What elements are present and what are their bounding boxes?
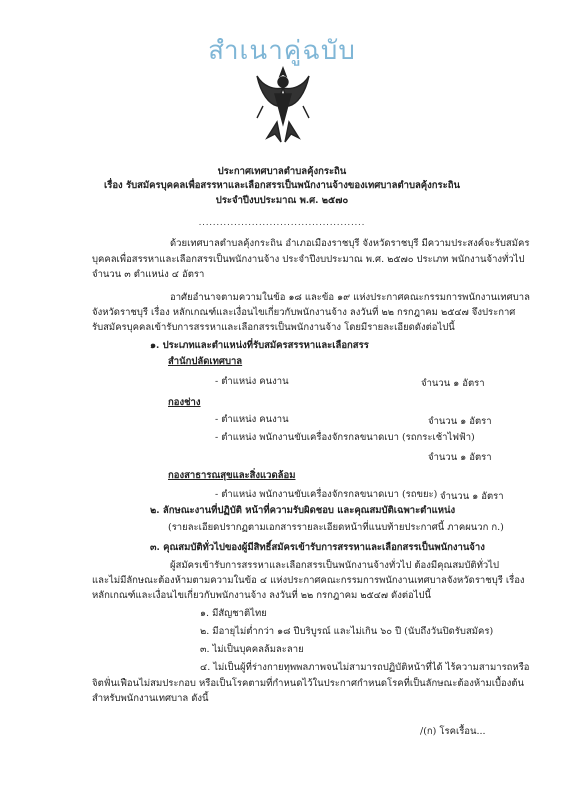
dept-public-health: กองสาธารณสุขและสิ่งแวดล้อม <box>168 470 296 481</box>
authority-line-1: อาศัยอำนาจตามความในข้อ ๑๘ และข้อ ๑๙ แห่งประกาศคณะกรรมการพนักงานเทศบาล <box>170 292 530 303</box>
position-count: จำนวน ๑ อัตรา <box>421 378 485 389</box>
qualification-item: ๑. มีสัญชาติไทย <box>200 608 267 619</box>
position-count: จำนวน ๑ อัตรา <box>428 452 492 463</box>
authority-line-3: รับสมัครบุคคลเข้ารับการสรรหาและเลือกสรรเป็นพนักงานจ้าง โดยมีรายละเอียดดังต่อไปนี้ <box>92 322 455 333</box>
intro-line-3: จำนวน ๓ ตำแหน่ง ๔ อัตรา <box>92 269 205 280</box>
position-item: - ตำแหน่ง คนงาน <box>215 414 289 425</box>
qualification-cont-2: สำหรับพนักงานเทศบาล ดังนี้ <box>92 693 209 704</box>
section-1-heading: ๑. ประเภทและตำแหน่งที่รับสมัครสรรหาและเลือกสรร <box>150 340 369 351</box>
section-3-para-1: ผู้สมัครเข้ารับการสรรหาและเลือกสรรเป็นพนักงานจ้างทั่วไป ต้องมีคุณสมบัติทั่วไป <box>170 560 499 571</box>
section-2-heading: ๒. ลักษณะงานที่ปฏิบัติ หน้าที่ความรับผิดชอบ และคุณสมบัติเฉพาะตำแหน่ง <box>150 505 456 516</box>
announcement-subject: เรื่อง รับสมัครบุคคลเพื่อสรรหาและเลือกสรรเป็นพนักงานจ้างของเทศบาลตำบลคุ้งกระถิน <box>103 180 460 191</box>
announcement-title: ประกาศเทศบาลตำบลคุ้งกระถิน <box>217 166 347 177</box>
dept-engineering: กองช่าง <box>168 397 201 408</box>
section-2-note: (รายละเอียดปรากฏตามเอกสารรายละเอียดหน้าที่แนบท้ายประกาศนี้ ภาคผนวก ก.) <box>168 522 504 533</box>
intro-line-1: ด้วยเทศบาลตำบลคุ้งกระถิน อำเภอเมืองราชบุรี จังหวัดราชบุรี มีความประสงค์จะรับสมัคร <box>170 238 530 249</box>
separator: ............................................... <box>198 218 366 227</box>
position-item: - ตำแหน่ง คนงาน <box>215 376 289 387</box>
position-item: - ตำแหน่ง พนักงานขับเครื่องจักรกลขนาดเบา (รถขยะ) <box>215 489 438 500</box>
qualification-cont-1: จิตฟั่นเฟือนไม่สมประกอบ หรือเป็นโรคตามที่กำหนดไว้ในประกาศกำหนดโรคที่เป็นลักษณะต้องห้ามเบื้องต้น <box>92 678 525 689</box>
section-3-heading: ๓. คุณสมบัติทั่วไปของผู้มีสิทธิ์สมัครเข้ารับการสรรหาและเลือกสรรเป็นพนักงานจ้าง <box>150 542 485 553</box>
fiscal-year: ประจำปีงบประมาณ พ.ศ. ๒๕๗๐ <box>215 195 349 206</box>
next-page-marker: /(ก) โรคเรื้อน... <box>420 726 486 737</box>
intro-line-2: บุคคลเพื่อสรรหาและเลือกสรรเป็นพนักงานจ้าง ประจำปีงบประมาณ พ.ศ. ๒๕๗๐ ประเภท พนักงานจ้างทั่วไป <box>92 254 525 265</box>
qualification-item: ๒. มีอายุไม่ต่ำกว่า ๑๘ ปีบริบูรณ์ และไม่เกิน ๖๐ ปี (นับถึงวันปิดรับสมัคร) <box>200 626 494 637</box>
dept-office: สำนักปลัดเทศบาล <box>168 356 243 367</box>
section-3-para-2: และไม่มีลักษณะต้องห้ามตามความในข้อ ๔ แห่งประกาศคณะกรรมการพนักงานเทศบาลจังหวัดราชบุรี เรื่อง <box>92 575 525 586</box>
section-3-para-3: หลักเกณฑ์และเงื่อนไขเกี่ยวกับพนักงานจ้าง ลงวันที่ ๒๒ กรกฎาคม ๒๕๔๗ ดังต่อไปนี้ <box>92 590 432 601</box>
position-count: จำนวน ๑ อัตรา <box>428 416 492 427</box>
qualification-item: ๔. ไม่เป็นผู้ที่ร่างกายทุพพลภาพจนไม่สามารถปฏิบัติหน้าที่ได้ ไร้ความสามารถหรือ <box>200 662 530 673</box>
garuda-emblem-icon <box>253 64 313 146</box>
position-item: - ตำแหน่ง พนักงานขับเครื่องจักรกลขนาดเบา (รถกระเช้าไฟฟ้า) <box>215 432 475 443</box>
qualification-item: ๓. ไม่เป็นบุคคลล้มละลาย <box>200 644 304 655</box>
copy-stamp: สำเนาคู่ฉบับ <box>208 36 356 66</box>
authority-line-2: จังหวัดราชบุรี เรื่อง หลักเกณฑ์และเงื่อนไขเกี่ยวกับพนักงานจ้าง ลงวันที่ ๒๒ กรกฎาคม ๒๕๔๗ จึงประกาศ <box>92 307 516 318</box>
position-count: จำนวน ๑ อัตรา <box>440 491 504 502</box>
